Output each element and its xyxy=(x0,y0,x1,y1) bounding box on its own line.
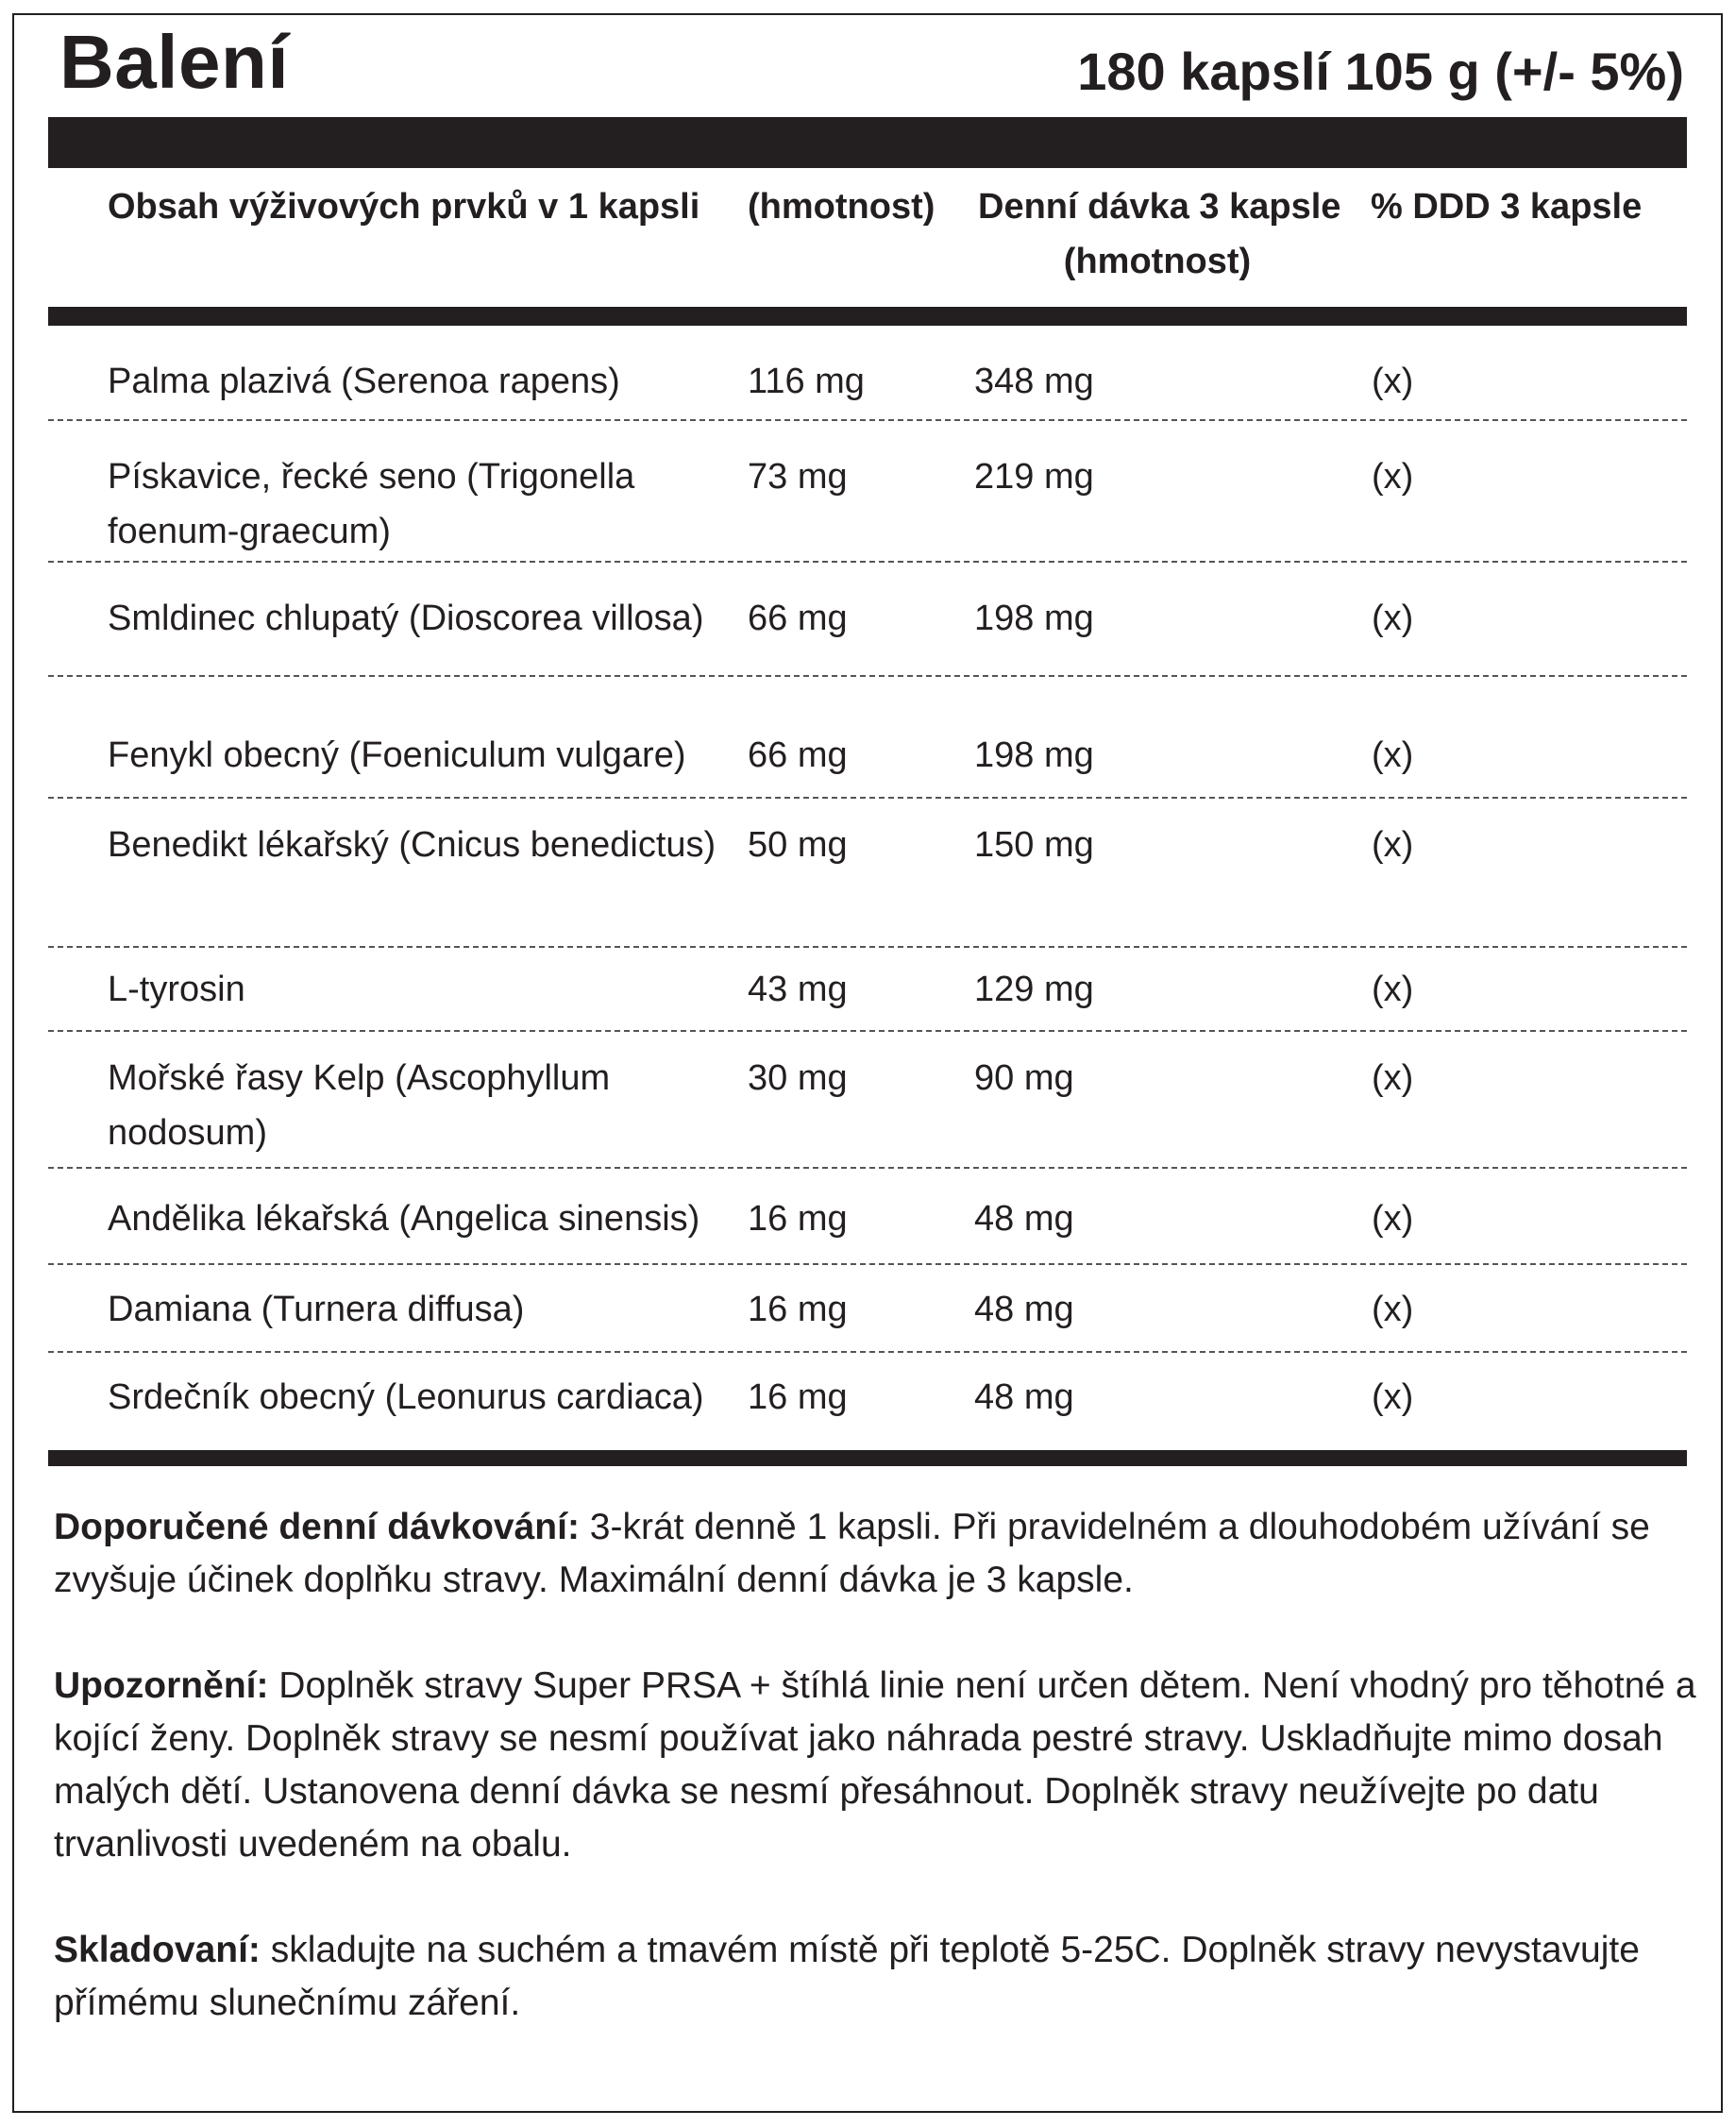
table-footer-divider xyxy=(48,1450,1687,1466)
ingredient-name: L-tyrosin xyxy=(108,970,245,1009)
table-row xyxy=(48,563,1687,677)
table-row xyxy=(48,326,1687,421)
column-header-ddd: % DDD 3 kapsle xyxy=(1371,187,1643,227)
ingredient-ddd: (x) xyxy=(1372,1377,1414,1417)
ingredient-name: Andělika lékařská (Angelica sinensis) xyxy=(108,1199,700,1239)
table-row xyxy=(48,1265,1687,1353)
ingredient-daily: 48 mg xyxy=(974,1199,1074,1239)
ingredient-name: Benedikt lékařský (Cnicus benedictus) xyxy=(108,825,716,865)
ingredient-daily: 198 mg xyxy=(974,599,1094,638)
ingredient-mass: 73 mg xyxy=(748,457,848,497)
storage-note xyxy=(54,1924,1696,2030)
ingredient-mass: 66 mg xyxy=(748,599,848,638)
table-header-divider xyxy=(48,307,1687,326)
ingredient-name: Fenykl obecný (Foeniculum vulgare) xyxy=(108,735,686,775)
ingredient-mass: 16 mg xyxy=(748,1377,848,1417)
ingredient-ddd: (x) xyxy=(1372,825,1414,865)
ingredient-name: Pískavice, řecké seno (Trigonella foenum-graecum) xyxy=(108,457,635,551)
table-row xyxy=(48,1169,1687,1265)
column-header-mass: (hmotnost) xyxy=(748,187,935,227)
ingredient-mass: 30 mg xyxy=(748,1058,848,1098)
column-header-daily-line1: Denní dávka 3 kapsle xyxy=(978,187,1341,227)
ingredient-ddd: (x) xyxy=(1372,970,1414,1009)
ingredient-ddd: (x) xyxy=(1372,735,1414,775)
warning-text: Doplněk stravy Super PRSA + štíhlá linie není určen dětem. Není vhodný pro těhotné a kojící ženy. Doplněk stravy se nesmí používat jako náhrada pestré stravy. Uskladňujte mimo dosah malých dětí. Ustanovena denní dávka se nesmí přesáhnout. Doplněk stravy neužívejte po datu trvanlivosti uvedeném na obalu. xyxy=(54,1665,1696,1865)
ingredient-mass: 116 mg xyxy=(748,362,865,401)
table-row xyxy=(48,677,1687,799)
ingredient-mass: 66 mg xyxy=(748,735,848,775)
nutrition-table xyxy=(48,326,1687,1450)
ingredient-mass: 16 mg xyxy=(748,1199,848,1239)
table-row xyxy=(48,421,1687,563)
ingredient-ddd: (x) xyxy=(1372,599,1414,638)
ingredient-ddd: (x) xyxy=(1372,1290,1414,1329)
ingredient-mass: 16 mg xyxy=(748,1290,848,1329)
ingredient-ddd: (x) xyxy=(1372,362,1414,401)
warning-label: Upozornění: xyxy=(54,1665,269,1706)
ingredient-name: Damiana (Turnera diffusa) xyxy=(108,1290,525,1329)
ingredient-daily: 129 mg xyxy=(974,970,1094,1009)
ingredient-daily: 48 mg xyxy=(974,1290,1074,1329)
ingredient-daily: 219 mg xyxy=(974,457,1094,497)
column-header-name: Obsah výživových prvků v 1 kapsli xyxy=(108,187,700,227)
storage-label: Skladovaní: xyxy=(54,1930,261,1970)
package-info: 180 kapslí 105 g (+/- 5%) xyxy=(1077,42,1684,101)
ingredient-name: Srdečník obecný (Leonurus cardiaca) xyxy=(108,1377,704,1417)
dosage-label: Doporučené denní dávkování: xyxy=(54,1507,580,1547)
ingredient-ddd: (x) xyxy=(1372,1199,1414,1239)
table-row xyxy=(48,1032,1687,1169)
ingredient-ddd: (x) xyxy=(1372,1058,1414,1098)
ingredient-mass: 43 mg xyxy=(748,970,848,1009)
ingredient-daily: 48 mg xyxy=(974,1377,1074,1417)
ingredient-daily: 90 mg xyxy=(974,1058,1074,1098)
ingredient-daily: 150 mg xyxy=(974,825,1094,865)
page-title: Balení xyxy=(59,20,290,104)
ingredient-daily: 198 mg xyxy=(974,735,1094,775)
ingredient-daily: 348 mg xyxy=(974,362,1094,401)
table-row xyxy=(48,799,1687,948)
table-row xyxy=(48,948,1687,1032)
dosage-note xyxy=(54,1501,1696,1607)
column-header-daily-line2: (hmotnost) xyxy=(1063,242,1252,281)
dosage-text: 3-krát denně 1 kapsli. Při pravidelném a dlouhodobém užívání se zvyšuje účinek doplňku stravy. Maximální denní dávka je 3 kapsle. xyxy=(54,1507,1650,1600)
ingredient-mass: 50 mg xyxy=(748,825,848,865)
warning-note xyxy=(54,1660,1696,1871)
table-row xyxy=(48,1353,1687,1450)
column-header-daily xyxy=(978,179,1341,289)
storage-text: skladujte na suchém a tmavém místě při teplotě 5-25C. Doplněk stravy nevystavujte přímému slunečnímu záření. xyxy=(54,1930,1640,2023)
ingredient-name: Mořské řasy Kelp (Ascophyllum nodosum) xyxy=(108,1058,611,1153)
ingredient-name: Palma plazivá (Serenoa rapens) xyxy=(108,362,620,401)
notes-section xyxy=(54,1501,1696,2083)
ingredient-ddd: (x) xyxy=(1372,457,1414,497)
header-divider-bar xyxy=(48,117,1687,168)
ingredient-name: Smldinec chlupatý (Dioscorea villosa) xyxy=(108,599,704,638)
